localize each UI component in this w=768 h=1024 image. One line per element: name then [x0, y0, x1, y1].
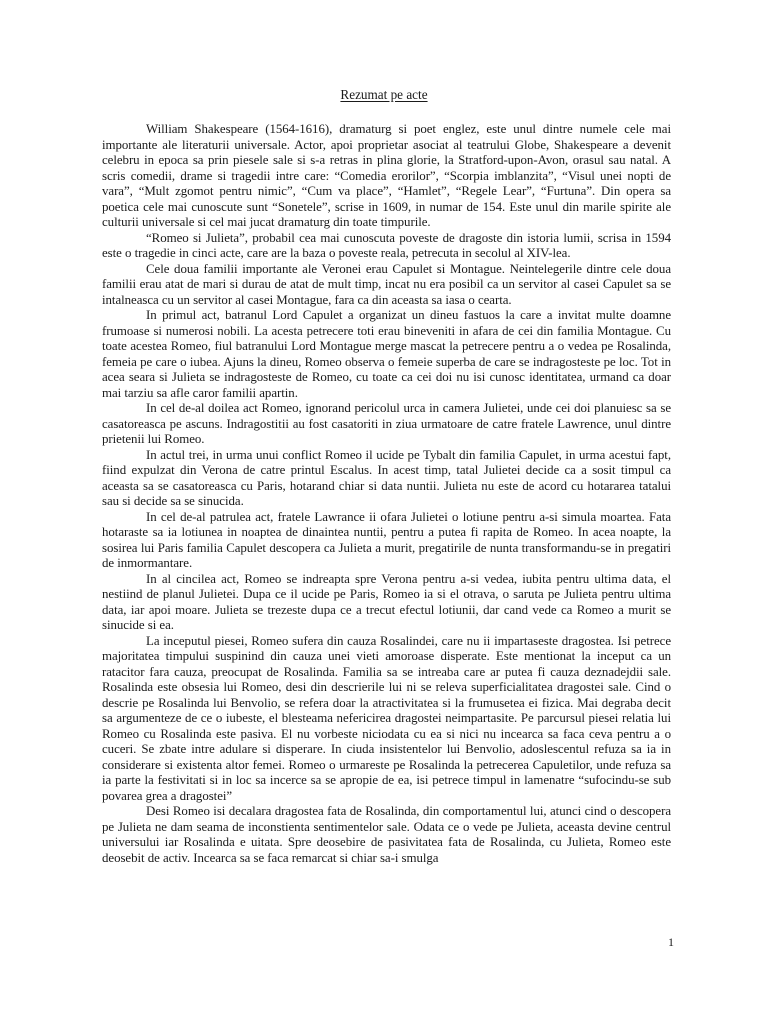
- paragraph-families: Cele doua familii importante ale Veronei erau Capulet si Montague. Neintelegerile dintre cele doua familii erau atat de mari si durau de atat de mult timp, incat nu era posibil ca un servitor al casei Capulet sa se intalneasca cu un servitor al casei Montague, fara ca din aceasta sa iasa o cearta.: [102, 261, 671, 307]
- paragraph-act-one: In primul act, batranul Lord Capulet a organizat un dineu fastuos la care a invitat multe doamne frumoase si numerosi nobili. La acesta petrecere toti erau bineveniti in afara de cei din familia Montague. Cu toate acestea Romeo, fiul batranului Lord Montague merge mascat la petrecere pentru a o vedea pe Rosalinda, femeia pe care o iubea. Ajuns la dineu, Romeo observa o femeie superba de care se indragosteste pe loc. Tot in acea seara si Julieta se indragosteste de Romeo, cu toate ca cei doi nu isi cunosc identitatea, urmand ca doar mai tarziu sa afle caror familii apartin.: [102, 308, 671, 400]
- paragraph-introduction: “Romeo si Julieta”, probabil cea mai cunoscuta poveste de dragoste din istoria lumii, scrisa in 1594 este o tragedie in cinci acte, care are la baza o poveste reala, petrecuta in secolul al XIV-lea.: [102, 230, 671, 260]
- document-title: Rezumat pe acte: [340, 87, 428, 102]
- paragraph-act-two: In cel de-al doilea act Romeo, ignorand pericolul urca in camera Julietei, unde cei doi planuiesc sa se casatoreasca pe ascuns. Indragostitii au fost casatoriti in ziua urmatoare de catre fratele Lawrence, unul dintre prietenii lui Romeo.: [102, 401, 671, 446]
- page-number: 1: [668, 935, 674, 949]
- paragraph-romeo-julieta: Desi Romeo isi decalara dragostea fata de Rosalinda, din comportamentul lui, atunci cind o descopera pe Julieta ne dam seama de inconstienta sentimentelor sale. Odata ce o vede pe Julieta, aceasta devine centrul universului iar Rosalinda e uitata. Spre deosebire de pasivitatea fata de Rosalinda, cu Julieta, Romeo este deosebit de activ. Incearca sa se faca remarcat si chiar sa-i smulga: [102, 804, 671, 865]
- paragraph-act-three: In actul trei, in urma unui conflict Romeo il ucide pe Tybalt din familia Capulet, in urma acestui fapt, fiind expulzat din Verona de catre printul Escalus. In acest timp, tatal Julietei decide ca a sosit timpul ca aceasta sa se casatoreasca cu Paris, hotarand chiar si data nuntii. Julieta nu este de acord cu hotararea tatalui sau si decide sa se sinucida.: [102, 447, 671, 508]
- paragraph-romeo-rosalinda: La inceputul piesei, Romeo sufera din cauza Rosalindei, care nu ii impartaseste dragostea. Isi petrece majoritatea timpului suspinind din cauza unei vieti amoroase disperate. Este mentionat la inceput ca un ratacitor fara cauza, preocupat de Rosalinda. Familia sa se intreaba care ar putea fi cauza deznadejdii sale. Rosalinda este obsesia lui Romeo, desi din descrierile lui ni se releva superficialitatea dragostei sale. Cind o descrie pe Rosalinda lui Benvolio, se refera doar la atractivitatea si la frumusetea ei fizica. Mai degraba decit sa argumenteze de ce o iubeste, el blesteama nefericirea dragostei neimpartasite. Pe parcursul piesei relatia lui Romeo cu Rosalinda este pasiva. El nu vorbeste niciodata cu ea si nici nu incearca sa faca ceva pentru a o cuceri. Se zbate intre adulare si disperare. In ciuda insistentelor lui Benvolio, adoslescentul refuza sa ia in considerare si existenta altor femei. Romeo o urmareste pe Rosalinda la petrecerea Capuletilor, unde refuza sa ia parte la festivitati si in loc sa incerce sa se apropie de ea, isi petrece timpul in lamenatre “sufocindu-se sub povarea grea a dragostei”: [102, 633, 671, 803]
- document-body: [102, 122, 671, 866]
- paragraph-act-five: In al cincilea act, Romeo se indreapta spre Verona pentru a-si vedea, iubita pentru ultima data, el nestiind de planul Julietei. Dupa ce il ucide pe Paris, Romeo ia si el otrava, o saruta pe Julieta pentru ultima data, iar apoi moare. Julieta se trezeste dupa ce a trecut efectul lotiunii, dar cand vede ca Romeo a murit se sinucide si ea.: [102, 571, 671, 632]
- paragraph-biography: William Shakespeare (1564-1616), dramaturg si poet englez, este unul dintre numele cele mai importante ale literaturii universale. Actor, apoi proprietar asociat al teatrului Globe, Shakespeare a devenit celebru in epoca sa prin piesele sale si s-a retras in plina glorie, la Stratford-upon-Avon, orasul sau natal. A scris comedii, drame si tragedii intre care: “Comedia erorilor”, “Scorpia imblanzita”, “Visul unei nopti de vara”, “Mult zgomot pentru nimic”, “Cum va place”, “Hamlet”, “Regele Lear”, “Furtuna”. Din opera sa poetica cele mai cunoscute sunt “Sonetele”, scrise in 1609, in numar de 154. Este unul din marile spirite ale culturii universale si cel mai jucat dramaturg din toate timpurile.: [102, 122, 671, 229]
- paragraph-act-four: In cel de-al patrulea act, fratele Lawrance ii ofara Julietei o lotiune pentru a-si simula moartea. Fata hotaraste sa ia lotiunea in noaptea de dinaintea nuntii, pentru a putea fi rapita de Romeo. In acea noapte, la sosirea lui Paris familia Capulet descopera ca Julieta a murit, pregatirile de nunta transformandu-se in pregatiri de inmormantare.: [102, 509, 671, 570]
